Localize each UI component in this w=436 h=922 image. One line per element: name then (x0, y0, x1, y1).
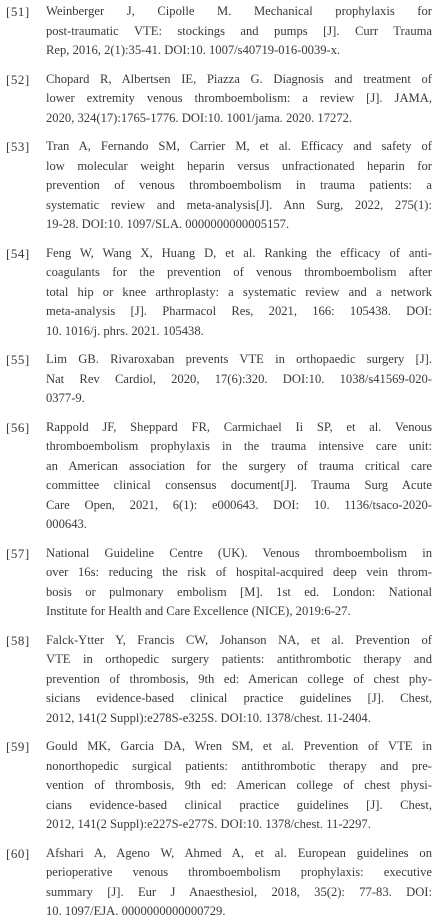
reference-line: nonorthopedic surgical patients: antithrombotic therapy and pre- (46, 758, 432, 773)
reference-line: 19-28. DOI:10. 1097/SLA. 0000000000005157. (46, 217, 290, 231)
reference-entry (6, 844, 432, 922)
reference-line: Rappold JF, Sheppard FR, Carmichael Ii SP, et al. Venous (46, 419, 432, 434)
reference-line: Institute for Health and Care Excellence (NICE), 2019:6-27. (46, 604, 351, 618)
reference-line: 2012, 141(2 Suppl):e227S-e277S. DOI:10. 1378/chest. 11-2297. (46, 817, 371, 831)
reference-line: committee clinical consensus document[J]. Trauma Surg Acute (46, 478, 432, 492)
reference-number: [54] (6, 245, 30, 261)
reference-text (46, 350, 432, 409)
reference-entry (6, 70, 432, 129)
reference-line: Rep, 2016, 2(1):35-41. DOI:10. 1007/s40719-016-0039-x. (46, 43, 341, 57)
reference-number: [52] (6, 71, 30, 87)
reference-entry (6, 631, 432, 729)
reference-line: post-traumatic VTE: stockings and pumps [J]. Curr Trauma (46, 23, 432, 38)
reference-line: Weinberger J, Cipolle M. Mechanical prophylaxis for (46, 4, 432, 18)
reference-line: coagulants for the prevention of venous thromboembolism after (46, 265, 432, 279)
reference-entry (6, 244, 432, 342)
reference-text (46, 737, 432, 835)
reference-text (46, 544, 432, 622)
reference-entry (6, 350, 432, 409)
reference-line: National Guideline Centre (UK). Venous thromboembolism in (46, 545, 432, 560)
reference-list (6, 2, 432, 922)
reference-text (46, 418, 432, 535)
reference-line: systematic review and meta-analysis[J]. Ann Surg, 2022, 275(1): (46, 197, 432, 212)
reference-line: Feng W, Wang X, Huang D, et al. Ranking the efficacy of anti- (46, 245, 432, 260)
reference-text (46, 244, 432, 342)
reference-line: Afshari A, Ageno W, Ahmed A, et al. European guidelines on (46, 845, 432, 860)
reference-number: [53] (6, 139, 30, 154)
reference-line: total hip or knee arthroplasty: a systematic review and a network (46, 284, 432, 299)
reference-line: 0377-9. (46, 391, 85, 405)
reference-text (46, 844, 432, 922)
reference-line: perioperative venous thromboembolism prophylaxis: executive (46, 865, 432, 879)
reference-line: summary [J]. Eur J Anaesthesiol, 2018, 35(2): 77-83. DOI: (46, 884, 432, 899)
reference-number: [56] (6, 419, 30, 435)
reference-line: Nat Rev Cardiol, 2020, 17(6):320. DOI:10. 1038/s41569-020- (46, 371, 432, 386)
reference-text (46, 2, 432, 61)
reference-line: 10. 1016/j. phrs. 2021. 105438. (46, 323, 204, 338)
reference-text (46, 70, 432, 129)
reference-entry (6, 137, 432, 235)
reference-line: an American association for the surgery of trauma critical care (46, 458, 432, 473)
reference-line: over 16s: reducing the risk of hospital-acquired deep vein throm- (46, 565, 432, 579)
reference-number: [60] (6, 845, 30, 861)
reference-line: VTE in orthopedic surgery patients: antithrombotic therapy and (46, 652, 432, 666)
reference-text (46, 137, 432, 235)
reference-line: prevention of thrombosis, 9th ed: American college of chest phy- (46, 671, 432, 686)
reference-line: meta-analysis [J]. Pharmacol Res, 2021, 166: 105438. DOI: (46, 304, 432, 318)
reference-number: [51] (6, 4, 30, 19)
reference-entry (6, 418, 432, 535)
reference-line: Gould MK, Garcia DA, Wren SM, et al. Prevention of VTE in (46, 739, 432, 753)
reference-line: 2012, 141(2 Suppl):e278S-e325S. DOI:10. 1378/chest. 11-2404. (46, 710, 371, 725)
reference-line: 000643. (46, 517, 87, 531)
reference-line: Falck-Ytter Y, Francis CW, Johanson NA, et al. Prevention of (46, 632, 432, 647)
reference-line: bosis or pulmonary embolism [M]. 1st ed. London: National (46, 584, 432, 599)
reference-text (46, 631, 432, 729)
reference-line: low molecular weight heparin versus unfractionated heparin for (46, 158, 432, 173)
reference-line: prevention of venous thromboembolism in trauma patients: a (46, 178, 432, 192)
reference-line: cians evidence-based clinical practice guidelines [J]. Chest, (46, 797, 432, 812)
reference-entry (6, 2, 432, 61)
reference-entry (6, 737, 432, 835)
reference-entry (6, 544, 432, 622)
reference-line: thromboembolism prophylaxis in the trauma intensive care unit: (46, 439, 432, 453)
reference-line: lower extremity venous thromboembolism: a review [J]. JAMA, (46, 91, 432, 105)
reference-line: 2020, 324(17):1765-1776. DOI:10. 1001/jama. 2020. 17272. (46, 110, 353, 125)
reference-number: [58] (6, 632, 30, 648)
reference-number: [59] (6, 739, 30, 754)
reference-line: Care Open, 2021, 6(1): e000643. DOI: 10. 1136/tsaco-2020- (46, 497, 432, 512)
reference-line: sicians evidence-based clinical practice guidelines [J]. Chest, (46, 691, 432, 705)
reference-line: Chopard R, Albertsen IE, Piazza G. Diagnosis and treatment of (46, 71, 432, 86)
reference-number: [55] (6, 352, 30, 367)
reference-line: Lim GB. Rivaroxaban prevents VTE in orthopaedic surgery [J]. (46, 352, 432, 366)
reference-line: vention of thrombosis, 9th ed: American college of chest physi- (46, 778, 432, 792)
reference-line: 10. 1097/EJA. 0000000000000729. (46, 904, 226, 918)
reference-line: Tran A, Fernando SM, Carrier M, et al. Efficacy and safety of (46, 139, 432, 153)
reference-number: [57] (6, 545, 30, 561)
